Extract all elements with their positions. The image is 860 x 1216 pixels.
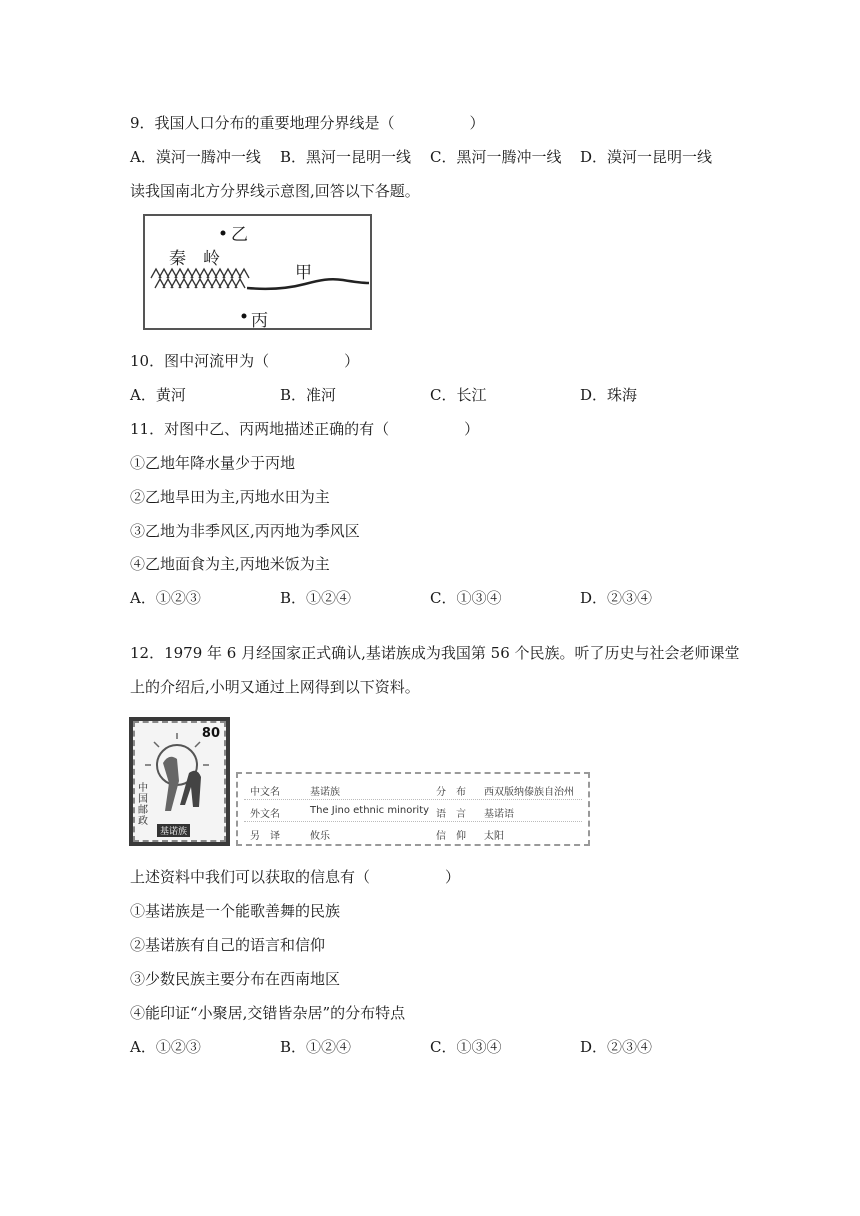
q10-option-b: B．准河 — [280, 386, 337, 404]
info-value: 攸乐 — [310, 831, 330, 842]
qinling-mountains-icon — [151, 269, 249, 288]
map-label-bing: 丙 — [251, 311, 268, 331]
map-label-yi: 乙 — [231, 225, 248, 245]
jino-stamp-image — [129, 717, 230, 846]
q12-item-4: ④能印证“小聚居,交错皆杂居”的分布特点 — [130, 1004, 406, 1022]
q10-option-d: D．珠海 — [580, 386, 638, 404]
q9-stem: 9．我国人口分布的重要地理分界线是（ ） — [130, 114, 485, 132]
q11-item-4: ④乙地面食为主,丙地米饭为主 — [130, 555, 330, 573]
dancer-figure-1 — [163, 757, 179, 811]
q12-option-d: D．②③④ — [580, 1038, 653, 1056]
stamp-value: 80 — [201, 726, 220, 741]
info-key: 分 布 — [436, 787, 466, 798]
info-value: 太阳 — [484, 831, 504, 842]
q10-stem: 10．图中河流甲为（ ） — [130, 352, 360, 370]
jino-info-table — [236, 772, 590, 846]
q10-option-a: A．黄河 — [130, 386, 186, 404]
q9-option-b: B．黑河一昆明一线 — [280, 148, 412, 166]
info-row — [238, 778, 588, 799]
q12-question: 上述资料中我们可以获取的信息有（ ） — [130, 868, 461, 886]
q10-option-c: C．长江 — [430, 386, 487, 404]
q12-stem-line2: 上的介绍后,小明又通过上网得到以下资料。 — [130, 678, 420, 696]
q11-option-d: D．②③④ — [580, 589, 653, 607]
q12-option-a: A．①②③ — [130, 1038, 201, 1056]
q11-option-a: A．①②③ — [130, 589, 201, 607]
point-yi — [221, 231, 226, 236]
q11-item-3: ③乙地为非季风区,丙丙地为季风区 — [130, 522, 360, 540]
info-row — [238, 800, 588, 821]
info-key: 信 仰 — [436, 831, 466, 842]
info-value: The Jino ethnic minority — [310, 805, 430, 816]
info-row — [238, 822, 588, 843]
q9-option-a: A．漠河一腾冲一线 — [130, 148, 261, 166]
q12-option-c: C．①③④ — [430, 1038, 502, 1056]
info-key: 语 言 — [436, 809, 466, 820]
info-value: 基诺语 — [484, 809, 514, 820]
q12-option-b: B．①②④ — [280, 1038, 352, 1056]
info-value: 西双版纳傣族自治州 — [484, 787, 574, 798]
dancer-figure-2 — [180, 771, 201, 807]
north-south-boundary-map — [143, 214, 372, 330]
info-key: 另 译 — [250, 831, 280, 842]
info-key: 中文名 — [250, 787, 280, 798]
q12-item-1: ①基诺族是一个能歌善舞的民族 — [130, 902, 341, 920]
q9-option-c: C．黑河一腾冲一线 — [430, 148, 562, 166]
q12-item-3: ③少数民族主要分布在西南地区 — [130, 970, 341, 988]
info-value: 基诺族 — [310, 787, 340, 798]
stamp-side-text: 中国邮政 — [138, 783, 148, 827]
point-bing — [242, 314, 247, 319]
info-key: 外文名 — [250, 809, 280, 820]
stamp-bottom-text: 基诺族 — [157, 824, 190, 837]
q11-option-b: B．①②④ — [280, 589, 352, 607]
q11-stem: 11．对图中乙、丙两地描述正确的有（ ） — [130, 420, 480, 438]
map-label-jia: 甲 — [295, 263, 312, 283]
map-intro: 读我国南北方分界线示意图,回答以下各题。 — [130, 182, 420, 200]
map-label-qinling: 秦 岭 — [169, 249, 220, 269]
q11-item-2: ②乙地旱田为主,丙地水田为主 — [130, 488, 330, 506]
q11-option-c: C．①③④ — [430, 589, 502, 607]
q12-stem-line1: 12．1979 年 6 月经国家正式确认,基诺族成为我国第 56 个民族。听了历史与社会老师课堂 — [130, 644, 740, 662]
q9-option-d: D．漠河一昆明一线 — [580, 148, 713, 166]
q11-item-1: ①乙地年降水量少于丙地 — [130, 454, 296, 472]
q12-item-2: ②基诺族有自己的语言和信仰 — [130, 936, 326, 954]
